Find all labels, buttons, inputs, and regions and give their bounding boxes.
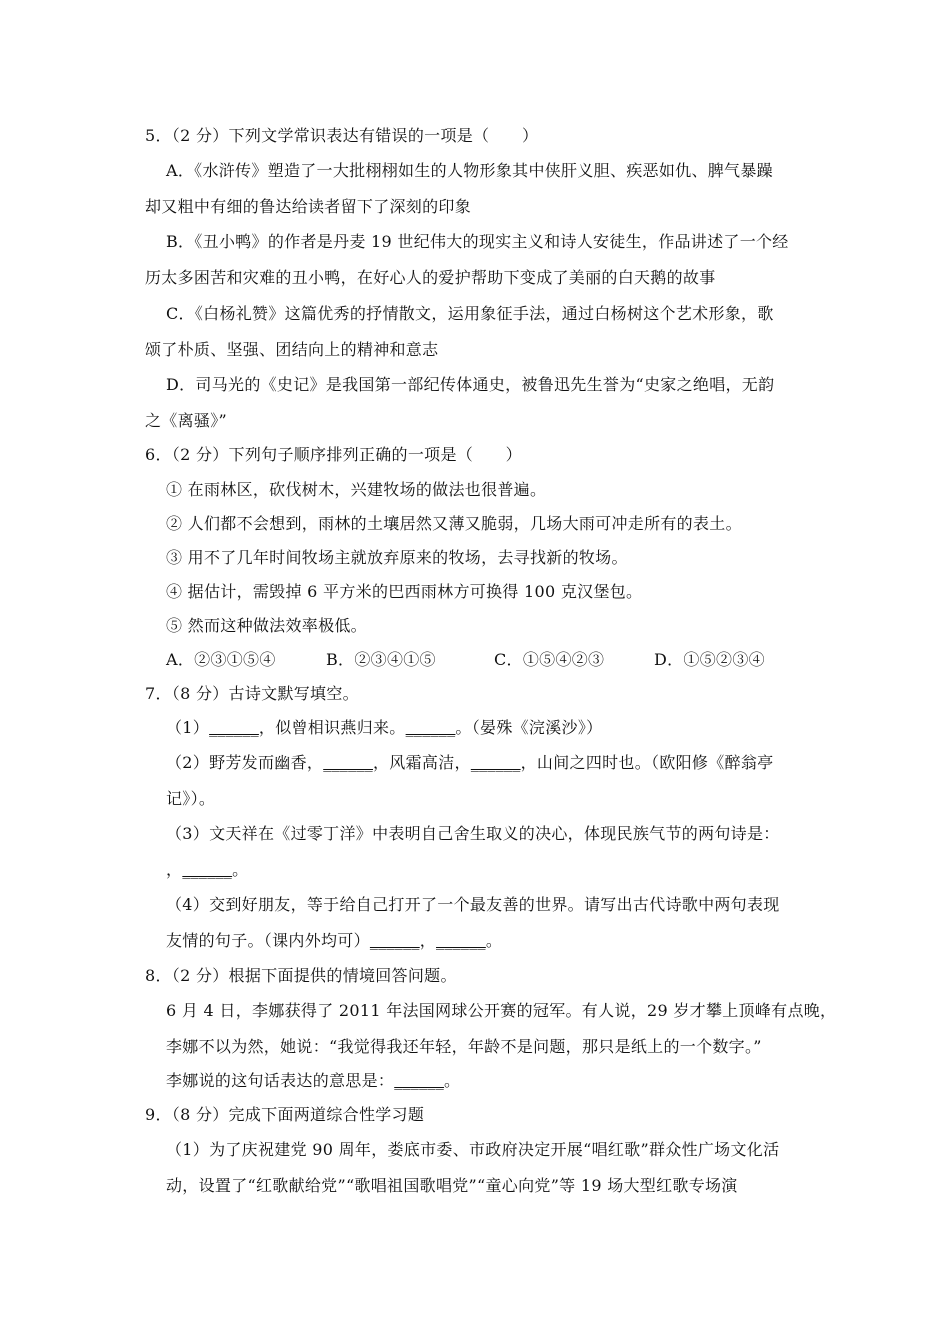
q7-p1-label: （1） — [166, 718, 210, 737]
q7-stem: 7．（8 分）古诗文默写填空。 — [145, 684, 359, 703]
q7-p3-period: 。 — [232, 860, 249, 879]
q6-option-d: D．①⑤②③④ — [654, 650, 765, 669]
q7-part-3-line2 — [166, 859, 248, 881]
q6-option-a: A．②③①⑤④ — [166, 650, 276, 669]
q8-answer-line — [166, 1070, 460, 1092]
q5-option-b-line1: B．《丑小鸭》的作者是丹麦 19 世纪伟大的现实主义和诗人安徒生，作品讲述了一个经 — [166, 232, 789, 251]
q5-option-c-line2: 颂了朴质、坚强、团结向上的精神和意志 — [145, 340, 439, 359]
answer-blank: ______ — [323, 753, 373, 772]
q6-stem: 6．（2 分）下列句子顺序排列正确的一项是（ ） — [145, 445, 522, 464]
answer-blank: ______ — [436, 931, 486, 950]
q7-part-2-line2: 记》）。 — [166, 789, 216, 808]
q5-option-d-line2: 之《离骚》” — [145, 411, 227, 430]
q8-stem: 8．（2 分）根据下面提供的情境回答问题。 — [145, 966, 457, 985]
q9-part-1-line1: （1）为了庆祝建党 90 周年，娄底市委、市政府决定开展“唱红歌”群众性广场文化活 — [166, 1140, 780, 1159]
q6-options — [166, 649, 765, 671]
q6-sentence-3: ③ 用不了几年时间牧场主就放弃原来的牧场，去寻找新的牧场。 — [166, 548, 628, 567]
q7-part-3-line1: （3）文天祥在《过零丁洋》中表明自己舍生取义的决心，体现民族气节的两句诗是： — [166, 824, 780, 843]
q7-part-1 — [166, 717, 602, 739]
q6-option-c: C．①⑤④②③ — [494, 650, 605, 669]
q7-p4-comma: ， — [419, 931, 437, 950]
answer-blank: ______ — [470, 753, 521, 772]
q9-stem: 9．（8 分）完成下面两道综合性学习题 — [145, 1105, 425, 1124]
q5-option-c-line1: C．《白杨礼赞》这篇优秀的抒情散文，运用象征手法，通过白杨树这个艺术形象，歌 — [166, 304, 774, 323]
answer-blank: ______ — [209, 718, 259, 737]
q5-option-b-line2: 历太多困苦和灾难的丑小鸭，在好心人的爱护帮助下变成了美丽的白天鹅的故事 — [145, 268, 716, 287]
q7-part-4-line2 — [166, 930, 502, 952]
q7-p2-text-a: （2）野芳发而幽香， — [166, 753, 324, 772]
q7-p4-text: 友情的句子。（课内外均可） — [166, 931, 370, 950]
q6-sentence-5: ⑤ 然而这种做法效率极低。 — [166, 616, 367, 635]
q8-context-line2: 李娜不以为然，她说：“我觉得我还年轻，年龄不是问题，那只是纸上的一个数字。” — [166, 1037, 762, 1056]
q5-option-a-line2: 却又粗中有细的鲁达给读者留下了深刻的印象 — [145, 197, 472, 216]
q8-period: 。 — [444, 1071, 461, 1090]
q7-p4-period: 。 — [485, 931, 503, 950]
answer-blank: ______ — [394, 1071, 445, 1090]
q6-sentence-1: ① 在雨林区，砍伐树木，兴建牧场的做法也很普遍。 — [166, 480, 547, 499]
q5-stem: 5．（2 分）下列文学常识表达有错误的一项是（ ） — [145, 126, 539, 145]
answer-blank: ______ — [182, 860, 233, 879]
q7-p3-comma: ， — [166, 860, 183, 879]
answer-blank: ______ — [405, 718, 456, 737]
q7-p2-text-c: ，山间之四时也。（欧阳修《醉翁亭 — [520, 753, 774, 772]
q7-p1-source: 。（晏殊《浣溪沙》） — [455, 718, 603, 737]
q6-option-b: B．②③④①⑤ — [326, 650, 436, 669]
q9-part-1-line2: 动，设置了“红歌献给党”“歌唱祖国歌唱党”“童心向党”等 19 场大型红歌专场演 — [166, 1176, 738, 1195]
q7-p1-text: ，似曾相识燕归来。 — [258, 718, 406, 737]
q7-p2-text-b: ，风霜高洁， — [373, 753, 471, 772]
q8-prompt: 李娜说的这句话表达的意思是： — [166, 1071, 395, 1090]
q5-option-d-line1: D．司马光的《史记》是我国第一部纪传体通史，被鲁迅先生誉为“史家之绝唱，无韵 — [166, 375, 775, 394]
q6-sentence-4: ④ 据估计，需毁掉 6 平方米的巴西雨林方可换得 100 克汉堡包。 — [166, 582, 643, 601]
q8-context-line1: 6 月 4 日，李娜获得了 2011 年法国网球公开赛的冠军。有人说，29 岁才攀上顶峰有点晚， — [166, 1001, 837, 1020]
q6-sentence-2: ② 人们都不会想到，雨林的土壤居然又薄又脆弱，几场大雨可冲走所有的表土。 — [166, 514, 742, 533]
q7-part-4-line1: （4）交到好朋友，等于给自己打开了一个最友善的世界。请写出古代诗歌中两句表现 — [166, 895, 780, 914]
q5-option-a-line1: A．《水浒传》塑造了一大批栩栩如生的人物形象其中侠肝义胆、疾恶如仇、脾气暴躁 — [166, 161, 773, 180]
answer-blank: ______ — [369, 931, 420, 950]
q7-part-2-line1 — [166, 752, 773, 774]
